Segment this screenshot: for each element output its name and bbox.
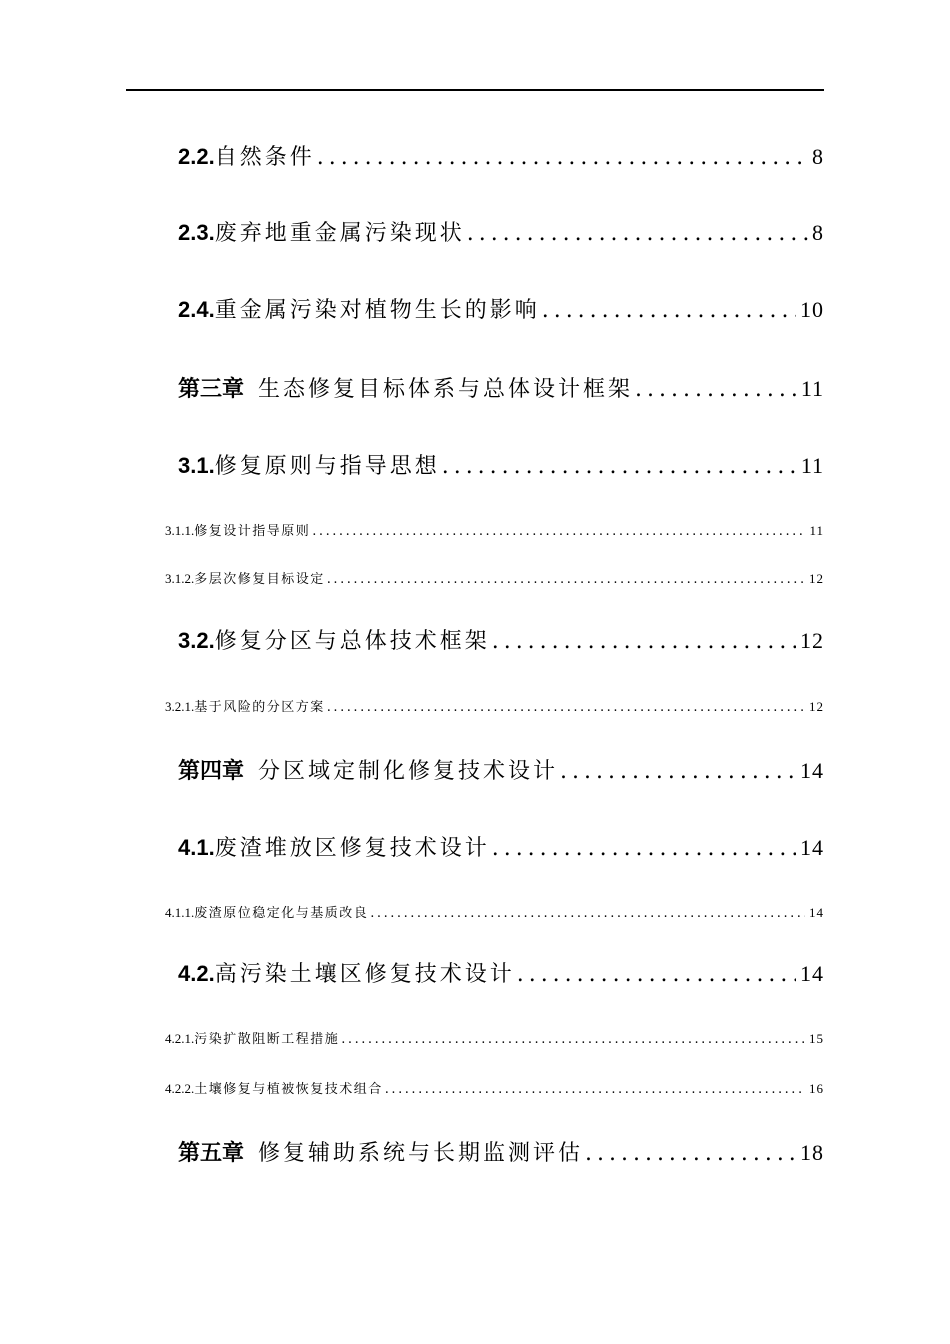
toc-entry[interactable] bbox=[165, 1028, 824, 1047]
toc-leader bbox=[492, 836, 796, 861]
toc-title: 自然条件 bbox=[214, 145, 315, 170]
toc-page-number: 16 bbox=[809, 1081, 824, 1096]
toc-leader bbox=[585, 1141, 796, 1166]
toc-entry[interactable] bbox=[178, 140, 824, 171]
toc-entry[interactable] bbox=[178, 216, 824, 247]
toc-entry[interactable] bbox=[178, 1136, 824, 1167]
toc-entry[interactable] bbox=[178, 372, 824, 403]
toc-entry[interactable] bbox=[165, 520, 824, 539]
toc-leader bbox=[312, 524, 805, 539]
toc-chapter-label: 第五章 bbox=[178, 1140, 245, 1165]
toc-title: 废弃地重金属污染现状 bbox=[214, 221, 465, 246]
toc-page-number: 8 bbox=[812, 220, 824, 245]
toc-entry[interactable] bbox=[165, 902, 824, 921]
toc-title: 污染扩散阻断工程措施 bbox=[194, 1032, 340, 1047]
toc-page-number: 12 bbox=[809, 571, 824, 586]
toc-page-number: 10 bbox=[800, 297, 824, 322]
toc-leader bbox=[327, 700, 805, 715]
toc-chapter-label: 第三章 bbox=[178, 376, 245, 401]
toc-entry[interactable] bbox=[178, 624, 824, 655]
toc-leader bbox=[442, 454, 797, 479]
toc-title: 修复分区与总体技术框架 bbox=[214, 629, 490, 654]
toc-leader bbox=[327, 572, 805, 587]
toc-title: 分区域定制化修复技术设计 bbox=[258, 759, 559, 784]
toc-entry[interactable] bbox=[178, 449, 824, 480]
toc-page-number: 14 bbox=[800, 835, 824, 860]
toc-page-number: 18 bbox=[800, 1140, 824, 1165]
toc-page-number: 11 bbox=[809, 523, 824, 538]
toc-page-number: 11 bbox=[800, 376, 824, 401]
toc-leader bbox=[560, 759, 796, 784]
toc-entry[interactable] bbox=[178, 957, 824, 988]
toc-page-number: 11 bbox=[800, 453, 824, 478]
toc-title: 废渣堆放区修复技术设计 bbox=[214, 836, 490, 861]
toc-title: 高污染土壤区修复技术设计 bbox=[214, 962, 515, 987]
toc-number: 3.1.2. bbox=[165, 571, 195, 586]
toc-title: 土壤修复与植被恢复技术组合 bbox=[194, 1082, 383, 1097]
toc-number: 2.2. bbox=[178, 144, 215, 169]
toc-entry[interactable] bbox=[178, 293, 824, 324]
toc-chapter-label: 第四章 bbox=[178, 758, 245, 783]
toc-leader bbox=[517, 962, 796, 987]
toc-title: 修复设计指导原则 bbox=[194, 524, 311, 539]
toc-page-number: 8 bbox=[812, 144, 824, 169]
toc-page-number: 14 bbox=[800, 961, 824, 986]
toc-title: 修复原则与指导思想 bbox=[214, 454, 440, 479]
toc-entry[interactable] bbox=[178, 754, 824, 785]
toc-leader bbox=[492, 629, 796, 654]
toc-leader bbox=[370, 906, 805, 921]
toc-leader bbox=[467, 221, 808, 246]
toc-number: 3.2.1. bbox=[165, 699, 195, 714]
toc-number: 4.2. bbox=[178, 961, 215, 986]
toc-number: 3.1. bbox=[178, 453, 215, 478]
toc-title: 重金属污染对植物生长的影响 bbox=[214, 298, 540, 323]
toc-title: 基于风险的分区方案 bbox=[194, 700, 325, 715]
toc-title: 生态修复目标体系与总体设计框架 bbox=[258, 377, 634, 402]
toc-entry[interactable] bbox=[165, 696, 824, 715]
toc-title: 多层次修复目标设定 bbox=[194, 572, 325, 587]
toc-leader bbox=[341, 1032, 805, 1047]
toc-leader bbox=[385, 1082, 805, 1097]
toc-entry[interactable] bbox=[165, 1078, 824, 1097]
toc-number: 3.1.1. bbox=[165, 523, 195, 538]
toc-number: 4.1.1. bbox=[165, 905, 195, 920]
toc-number: 2.4. bbox=[178, 297, 215, 322]
toc-number: 3.2. bbox=[178, 628, 215, 653]
toc-leader bbox=[635, 377, 797, 402]
toc-entry[interactable] bbox=[178, 831, 824, 862]
toc-leader bbox=[542, 298, 796, 323]
toc-page-number: 14 bbox=[800, 758, 824, 783]
toc-title: 修复辅助系统与长期监测评估 bbox=[258, 1141, 584, 1166]
toc-page-number: 12 bbox=[800, 628, 824, 653]
toc-page-number: 14 bbox=[809, 905, 824, 920]
toc-number: 4.2.2. bbox=[165, 1081, 195, 1096]
toc-entry[interactable] bbox=[165, 568, 824, 587]
toc-number: 4.1. bbox=[178, 835, 215, 860]
toc-number: 2.3. bbox=[178, 220, 215, 245]
header-rule bbox=[126, 89, 824, 91]
toc-number: 4.2.1. bbox=[165, 1031, 195, 1046]
toc-title: 废渣原位稳定化与基质改良 bbox=[194, 906, 369, 921]
toc-page-number: 12 bbox=[809, 699, 824, 714]
toc-page-number: 15 bbox=[809, 1031, 824, 1046]
toc-leader bbox=[317, 145, 808, 170]
